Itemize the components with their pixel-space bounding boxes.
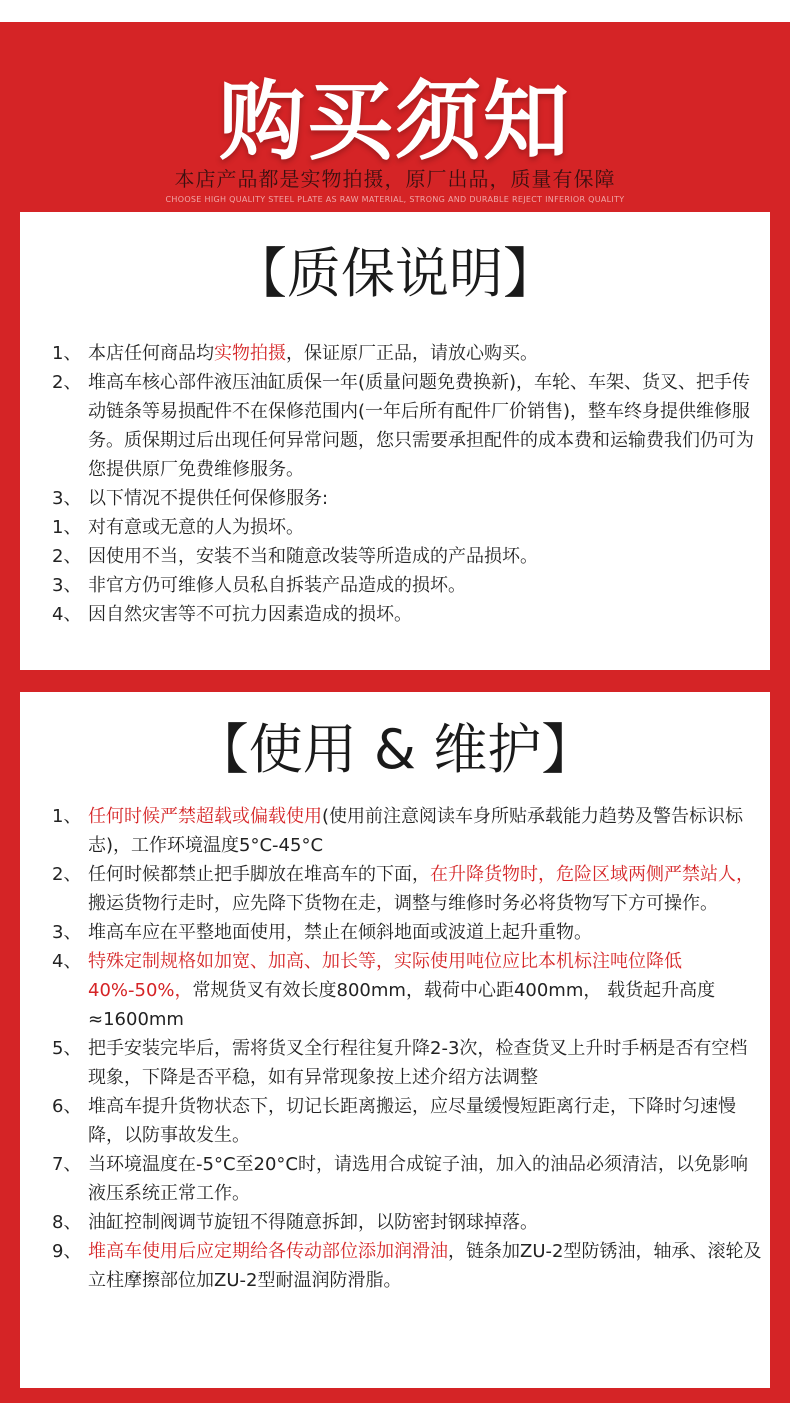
- list-item: [52, 802, 762, 860]
- page-subtitle: 本店产品都是实物拍摄，原厂出品，质量有保障: [174, 167, 616, 191]
- body-text: 当环境温度在-5°C至20°C时，请选用合成锭子油，加入的油品必须清洁，以免影响液压系统正常工作。: [88, 1154, 748, 1204]
- highlight-text: 任何时候严禁超载或偏载使用: [88, 806, 322, 827]
- body-text: ，保证原厂正品，请放心购买。: [286, 343, 538, 364]
- list-item: [52, 918, 762, 947]
- list-item-number: 2、: [52, 372, 82, 393]
- warranty-list: [52, 339, 762, 629]
- list-item: [52, 484, 762, 513]
- body-text: 因自然灾害等不可抗力因素造成的损坏。: [88, 604, 412, 625]
- list-item-number: 1、: [52, 517, 82, 538]
- list-item-text: [88, 339, 762, 368]
- body-text: 堆高车应在平整地面使用，禁止在倾斜地面或波道上起升重物。: [88, 922, 592, 943]
- list-item: [52, 1237, 762, 1295]
- list-item-text: [88, 947, 762, 1034]
- warranty-title: 【质保说明】: [233, 242, 557, 305]
- body-text: 非官方仍可维修人员私自拆装产品造成的损坏。: [88, 575, 466, 596]
- list-item-text: [88, 860, 762, 918]
- list-item-number: 4、: [52, 604, 82, 625]
- list-item: [52, 571, 762, 600]
- body-text: 搬运货物行走时，应先降下货物在走，调整与维修时务必将货物写下方可操作。: [88, 893, 718, 914]
- list-item-text: [88, 368, 762, 484]
- list-item-number: 2、: [52, 546, 82, 567]
- list-item: [52, 542, 762, 571]
- page-title: 购买须知: [219, 72, 571, 172]
- list-item-number: 2、: [52, 864, 82, 885]
- list-item-number: 8、: [52, 1212, 82, 1233]
- list-item-text: [88, 918, 762, 947]
- body-text: 堆高车核心部件液压油缸质保一年(质量问题免费换新)，车轮、车架、货叉、把手传动链条等易损配件不在保修范围内(一年后所有配件厂价销售)，整车终身提供维修服务。质保期过后出现任何异常问题，您只需要承担配件的成本费和运输费我们仍可为您提供原厂免费维修服务。: [88, 372, 754, 480]
- list-item-number: 7、: [52, 1154, 82, 1175]
- list-item-text: [88, 1092, 762, 1150]
- list-item: [52, 860, 762, 918]
- body-text: 把手安装完毕后，需将货叉全行程往复升降2-3次，检查货叉上升时手柄是否有空档现象，下降是否平稳，如有异常现象按上述介绍方法调整: [88, 1038, 748, 1088]
- list-item-number: 1、: [52, 806, 82, 827]
- list-item-number: 3、: [52, 575, 82, 596]
- list-item: [52, 513, 762, 542]
- list-item-text: [88, 1150, 762, 1208]
- list-item-number: 4、: [52, 951, 82, 972]
- list-item: [52, 1150, 762, 1208]
- highlight-text: 特殊定制规格如加宽、加高、加长等，实际使用吨位应比本机标注吨位降低40%-50%，: [88, 951, 682, 1001]
- list-item: [52, 368, 762, 484]
- list-item-text: [88, 1034, 762, 1092]
- list-item-number: 1、: [52, 343, 82, 364]
- list-item-number: 3、: [52, 488, 82, 509]
- body-text: 油缸控制阀调节旋钮不得随意拆卸，以防密封钢球掉落。: [88, 1212, 538, 1233]
- list-item-text: [88, 600, 762, 629]
- list-item-number: 6、: [52, 1096, 82, 1117]
- body-text: (使用前注意阅读车身所贴承载能力趋势及警告标识标志)，工作环境温度5°C-45°C: [88, 806, 744, 856]
- body-text: 因使用不当，安装不当和随意改装等所造成的产品损坏。: [88, 546, 538, 567]
- body-text: 任何时候都禁止把手脚放在堆高车的下面，: [88, 864, 430, 885]
- list-item: [52, 339, 762, 368]
- page-subtitle-english: CHOOSE HIGH QUALITY STEEL PLATE AS RAW MATERIAL, STRONG AND DURABLE REJECT INFERIOR QUALITY: [165, 195, 625, 204]
- list-item: [52, 947, 762, 1034]
- usage-maintenance-list: [52, 802, 762, 1295]
- list-item-number: 3、: [52, 922, 82, 943]
- body-text: 本店任何商品均: [88, 343, 214, 364]
- list-item-number: 5、: [52, 1038, 82, 1059]
- body-text: ，链条加ZU-2型防锈油，轴承、滚轮及立柱摩擦部位加ZU-2型耐温润防滑脂。: [88, 1241, 762, 1291]
- list-item-text: [88, 542, 762, 571]
- body-text: 常规货叉有效长度800mm，载荷中心距400mm， 载货起升高度≈1600mm: [88, 980, 716, 1030]
- body-text: 对有意或无意的人为损坏。: [88, 517, 304, 538]
- list-item-text: [88, 513, 762, 542]
- usage-maintenance-card: [20, 692, 770, 1388]
- list-item: [52, 1092, 762, 1150]
- body-text: 堆高车提升货物状态下，切记长距离搬运，应尽量缓慢短距离行走，下降时匀速慢降，以防事故发生。: [88, 1096, 736, 1146]
- list-item-text: [88, 571, 762, 600]
- list-item-number: 9、: [52, 1241, 82, 1262]
- body-text: 以下情况不提供任何保修服务:: [88, 488, 329, 509]
- list-item-text: [88, 1208, 762, 1237]
- usage-maintenance-title: 【使用 & 维护】: [194, 718, 596, 781]
- highlight-text: 实物拍摄: [214, 343, 286, 364]
- list-item-text: [88, 484, 762, 513]
- list-item: [52, 1034, 762, 1092]
- list-item: [52, 600, 762, 629]
- list-item-text: [88, 802, 762, 860]
- list-item: [52, 1208, 762, 1237]
- list-item-text: [88, 1237, 762, 1295]
- warranty-card: [20, 212, 770, 670]
- highlight-text: 堆高车使用后应定期给各传动部位添加润滑油: [88, 1241, 448, 1262]
- highlight-text: 在升降货物时，危险区域两侧严禁站人，: [430, 864, 754, 885]
